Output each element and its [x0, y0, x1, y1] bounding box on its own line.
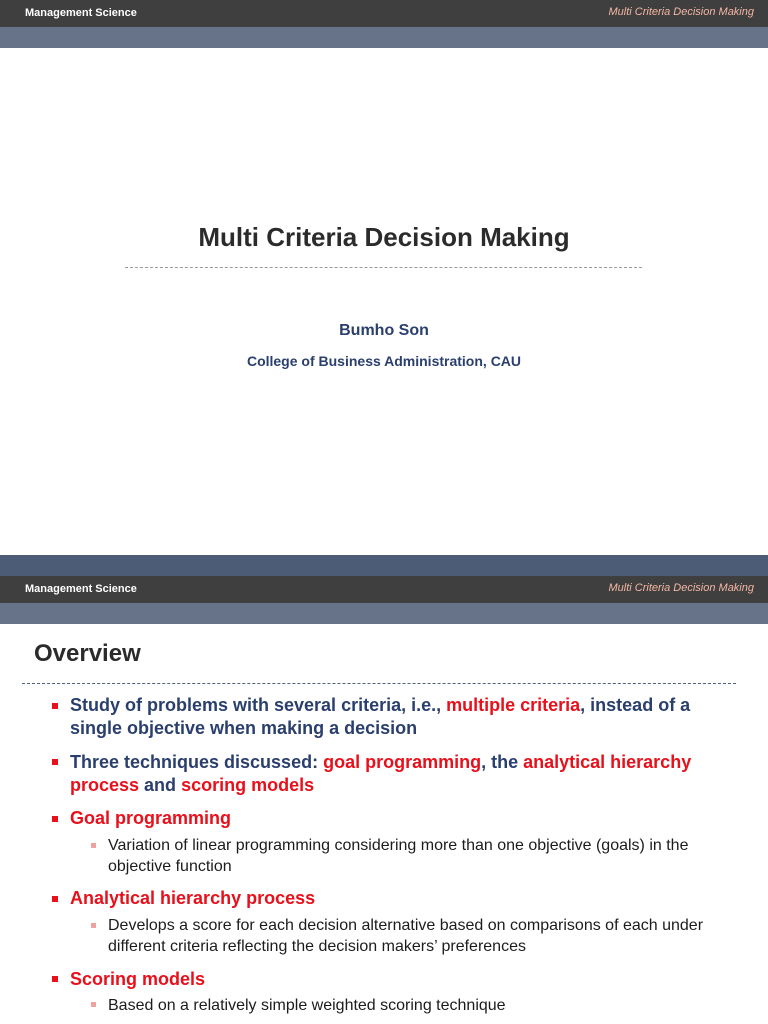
bullet-three-techniques: Three techniques discussed: goal programming, the analytical hierarchy process and scoring models	[70, 752, 692, 795]
sub-bullet-analytical-hierarchy: Develops a score for each decision alternative based on comparisons of each under different criteria reflecting the decision makers’ preferences	[108, 917, 704, 955]
header-bar	[0, 576, 768, 603]
overview-slide	[0, 576, 768, 1024]
slide-title: Overview	[34, 640, 141, 667]
title-divider	[125, 267, 642, 268]
bullet-scoring-models: Scoring models	[70, 969, 206, 989]
course-name: Management Science	[25, 583, 137, 595]
bullet-goal-programming: Goal programming	[70, 808, 232, 828]
footer-bar	[0, 555, 768, 576]
bullet-marker	[52, 896, 58, 902]
sub-bullet-marker	[91, 1002, 96, 1007]
author-name: Bumho Son	[339, 322, 429, 339]
bullet-marker	[52, 976, 58, 982]
header-bar	[0, 0, 768, 27]
slide-topic: Multi Criteria Decision Making	[608, 582, 754, 594]
author-affiliation: College of Business Administration, CAU	[246, 353, 522, 369]
bullet-marker	[52, 703, 58, 709]
sub-bullet-marker	[91, 923, 96, 928]
slide-topic: Multi Criteria Decision Making	[608, 6, 754, 18]
bullet-analytical-hierarchy: Analytical hierarchy process	[70, 888, 316, 908]
sub-bullet-marker	[91, 843, 96, 848]
slide-title: Multi Criteria Decision Making	[198, 222, 570, 252]
course-name: Management Science	[25, 7, 137, 19]
bullet-marker	[52, 816, 58, 822]
title-divider	[22, 683, 736, 684]
header-accent-bar	[0, 27, 768, 48]
sub-bullet-scoring-models: Based on a relatively simple weighted scoring technique	[108, 997, 506, 1014]
bullet-study-problems: Study of problems with several criteria, i.e., multiple criteria, instead of a single objective when making a decision	[70, 695, 691, 738]
bullet-marker	[52, 759, 58, 765]
sub-bullet-goal-programming: Variation of linear programming considering more than one objective (goals) in the objective function	[108, 837, 689, 875]
header-accent-bar	[0, 603, 768, 624]
